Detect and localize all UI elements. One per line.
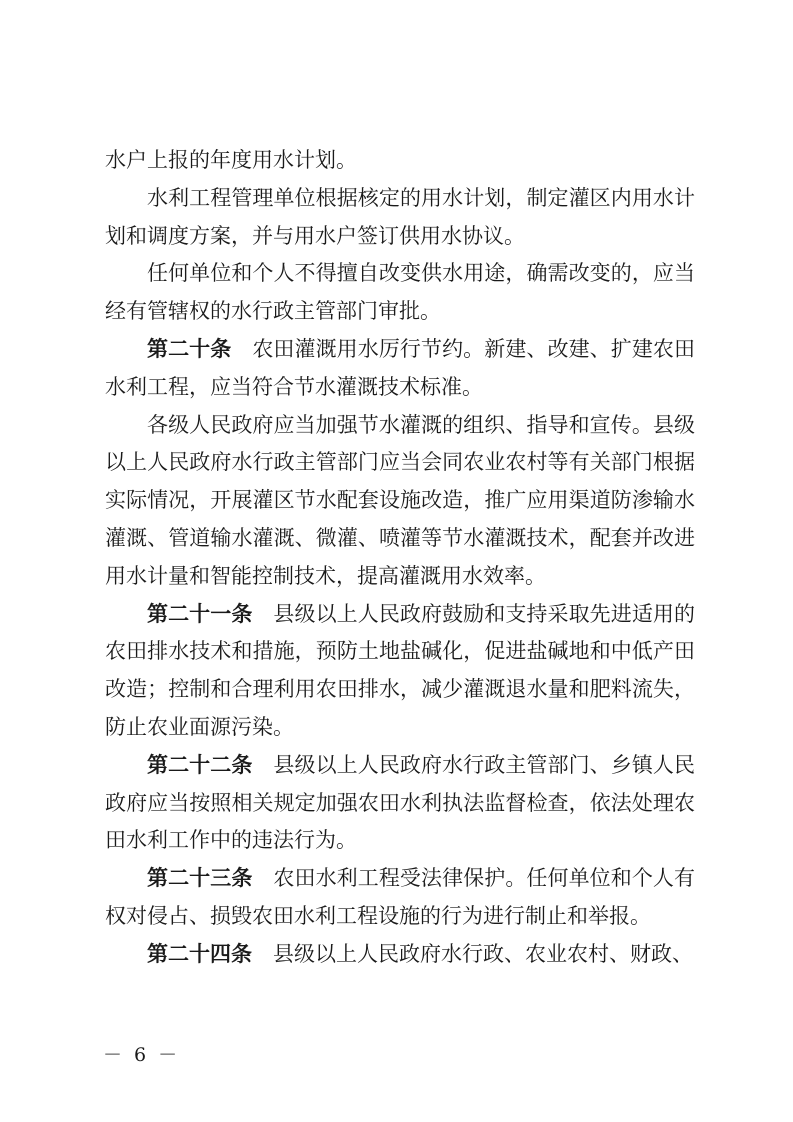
paragraph-text: 农田灌溉用水厉行节约。新建、改建、扩建农田水利工程，应当符合节水灌溉技术标准。 xyxy=(105,336,696,399)
paragraph-text: 各级人民政府应当加强节水灌溉的组织、指导和宣传。县级以上人民政府水行政主管部门应当会同农业农村等有关部门根据实际情况，开展灌区节水配套设施改造，推广应用渠道防渗输水灌溉、管道输水灌溉、微灌、喷灌等节水灌溉技术，配套并改进用水计量和智能控制技术，提高灌溉用水效率。 xyxy=(105,412,695,588)
paragraph-text: 水利工程管理单位根据核定的用水计划，制定灌区内用水计划和调度方案，并与用水户签订供用水协议。 xyxy=(105,185,695,248)
paragraph xyxy=(105,142,695,180)
paragraph xyxy=(105,255,695,331)
article-paragraph xyxy=(105,331,695,407)
paragraph-text: 水户上报的年度用水计划。 xyxy=(105,148,357,172)
article-label: 第二十一条 xyxy=(147,601,253,626)
paragraph-text: 县级以上人民政府水行政、农业农村、财政、 xyxy=(273,941,693,966)
article-label: 第二十四条 xyxy=(147,941,252,966)
article-paragraph xyxy=(105,596,695,747)
article-label: 第二十条 xyxy=(147,336,232,361)
article-label: 第二十二条 xyxy=(147,752,253,777)
article-paragraph xyxy=(105,936,695,974)
paragraph xyxy=(105,407,695,596)
paragraph-text: 县级以上人民政府鼓励和支持采取先进适用的农田排水技术和措施，预防土地盐碱化，促进盐碱地和中低产田改造；控制和合理利用农田排水，减少灌溉退水量和肥料流失，防止农业面源污染。 xyxy=(105,601,696,739)
article-paragraph xyxy=(105,747,695,860)
document-body xyxy=(105,142,695,974)
page-number: － 6 － xyxy=(103,1044,181,1066)
paragraph-text: 县级以上人民政府水行政主管部门、乡镇人民政府应当按照相关规定加强农田水利执法监督检查，依法处理农田水利工作中的违法行为。 xyxy=(105,752,696,853)
paragraph-text: 农田水利工程受法律保护。任何单位和个人有权对侵占、损毁农田水利工程设施的行为进行制止和举报。 xyxy=(105,866,696,928)
paragraph xyxy=(105,180,695,256)
article-paragraph xyxy=(105,860,695,936)
article-label: 第二十三条 xyxy=(147,866,253,891)
paragraph-text: 任何单位和个人不得擅自改变供水用途，确需改变的，应当经有管辖权的水行政主管部门审批。 xyxy=(105,261,695,324)
